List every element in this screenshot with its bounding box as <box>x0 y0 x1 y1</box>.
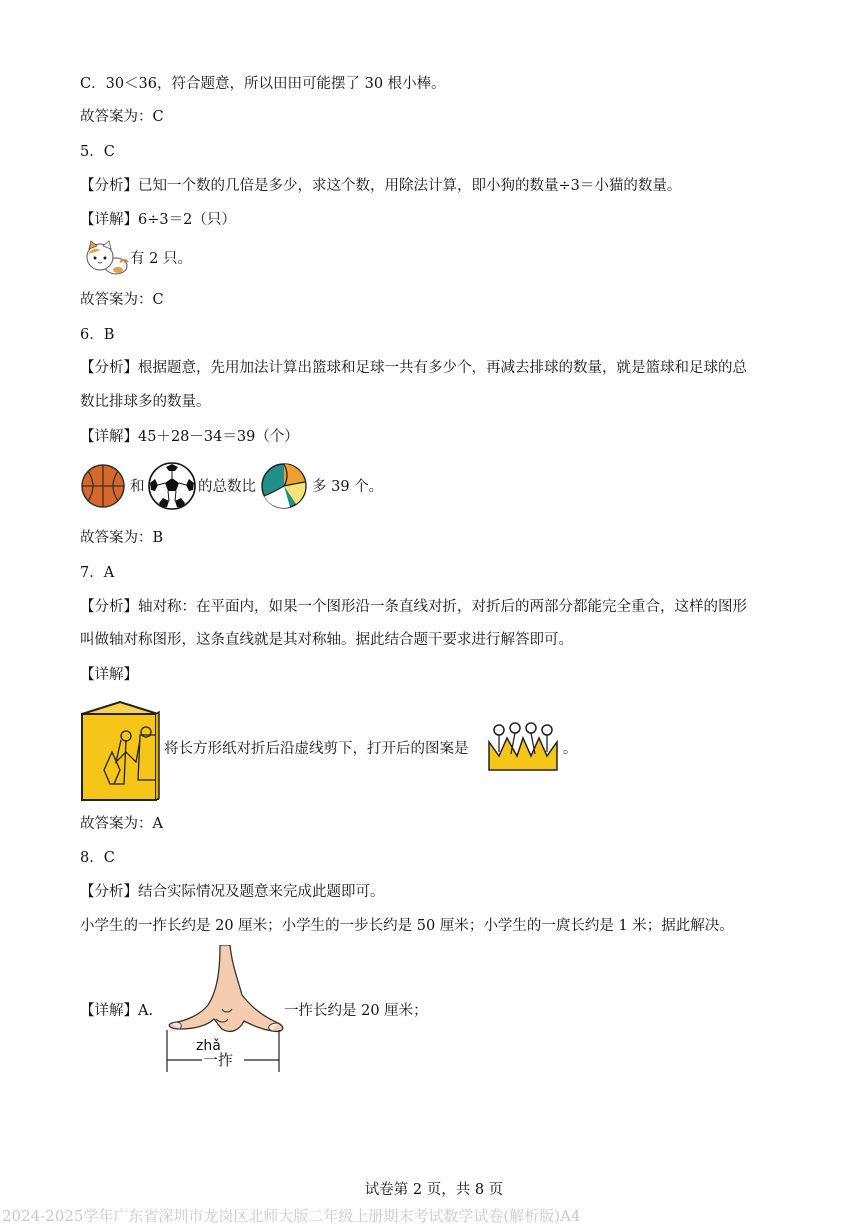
detail-line: 【详解】 <box>80 667 138 683</box>
and-text: 和 <box>130 479 145 495</box>
cat-icon <box>80 240 130 278</box>
span-label: 一拃 <box>203 1051 234 1069</box>
crown-icon <box>487 722 559 772</box>
span-length-text: 一拃长约是 20 厘米； <box>284 1003 428 1019</box>
answer-line: 故答案为：B <box>80 530 164 546</box>
soccer-ball-icon <box>147 461 197 511</box>
page-footer: 试卷第 2 页，共 8 页 <box>364 1182 504 1198</box>
folded-paper-icon <box>80 700 162 802</box>
analysis-line: 数比排球多的数量。 <box>80 394 211 410</box>
analysis-line: 【分析】结合实际情况及题意来完成此题即可。 <box>80 884 385 900</box>
question-header: 6．B <box>80 327 115 343</box>
answer-line: 故答案为：C <box>80 292 164 308</box>
fold-description: 将长方形纸对折后沿虚线剪下，打开后的图案是 <box>164 741 469 757</box>
answer-line: 故答案为：A <box>80 816 163 832</box>
text-line: C．30＜36，符合题意，所以田田可能摆了 30 根小棒。 <box>80 76 446 92</box>
detail-line: 【详解】6÷3＝2（只） <box>80 212 236 228</box>
cat-count-text: 有 2 只。 <box>130 251 192 267</box>
basketball-icon <box>80 463 126 509</box>
analysis-line: 【分析】轴对称：在平面内，如果一个图形沿一条直线对折，对折后的两部分都能完全重合，这样的图形 <box>80 599 747 615</box>
watermark: 2024-2025学年广东省深圳市龙岗区北师大版二年级上册期末考试数学试卷(解析版)A4 <box>2 1207 581 1225</box>
more-text: 多 39 个。 <box>312 479 384 495</box>
detail-line: 【详解】A. <box>80 1003 154 1019</box>
question-header: 8．C <box>80 850 115 866</box>
detail-line: 【详解】45＋28－34＝39（个） <box>80 429 299 445</box>
analysis-line: 叫做轴对称图形，这条直线就是其对称轴。据此结合题干要求进行解答即可。 <box>80 632 573 648</box>
analysis-line: 【分析】已知一个数的几倍是多少，求这个数，用除法计算，即小狗的数量÷3＝小猫的数量。 <box>80 178 682 194</box>
period: 。 <box>563 741 578 757</box>
question-header: 7．A <box>80 565 115 581</box>
hand-span-icon <box>160 945 290 1035</box>
volleyball-icon <box>260 462 308 510</box>
analysis-line: 【分析】根据题意，先用加法计算出篮球和足球一共有多少个，再减去排球的数量，就是篮球和足球的总 <box>80 360 747 376</box>
pinyin-label: zhǎ <box>196 1038 221 1054</box>
question-header: 5．C <box>80 144 115 160</box>
fact-line: 小学生的一拃长约是 20 厘米；小学生的一步长约是 50 厘米；小学生的一庹长约是 1 米；据此解决。 <box>80 918 734 934</box>
answer-line: 故答案为：C <box>80 109 164 125</box>
total-than-text: 的总数比 <box>198 479 256 495</box>
